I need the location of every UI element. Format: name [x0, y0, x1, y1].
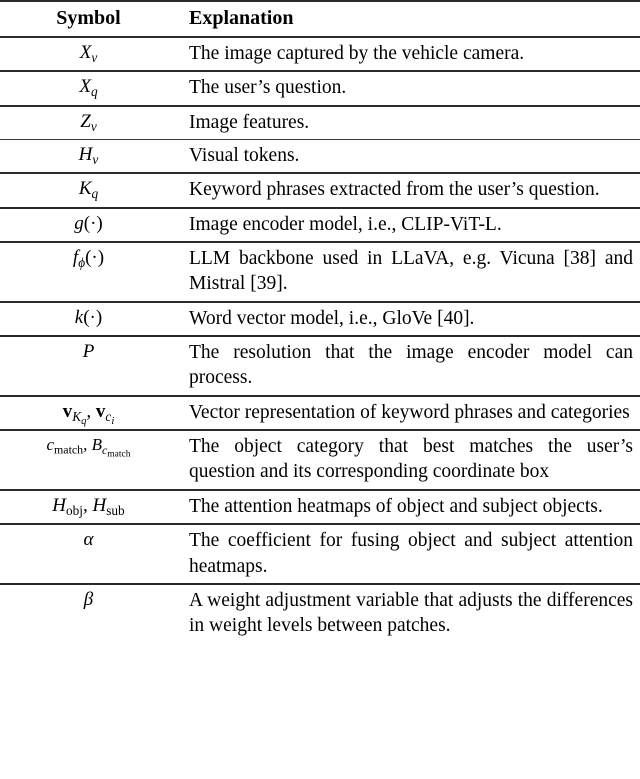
- symbol-xv: $X_v$: [79, 42, 98, 65]
- explanation-cell-beta: [177, 584, 640, 643]
- explanation-beta: A weight adjustment variable that adjusts the differences in weight levels between patches.: [189, 589, 633, 637]
- table-row: [0, 37, 640, 71]
- table-row: [0, 336, 640, 396]
- symbol-alpha: α: [83, 529, 94, 551]
- header-cell-symbol: [0, 1, 177, 37]
- explanation-xv: The image captured by the vehicle camera.: [189, 43, 525, 64]
- table-row: [0, 490, 640, 524]
- header-label-explanation: Explanation: [189, 7, 294, 29]
- symbol-fphi: $f_\phi(\cdot)$: [72, 247, 105, 271]
- symbol-beta: β: [83, 588, 94, 610]
- symbol-cell-alpha: [0, 524, 177, 584]
- symbol-zv: $Z_v$: [80, 110, 97, 134]
- symbol-heatmaps: $H_{obj}$, $H_{sub}$: [52, 494, 125, 518]
- explanation-cell-zv: [177, 106, 640, 140]
- symbol-cell-hv: [0, 140, 177, 174]
- explanation-heatmaps: The attention heatmaps of object and subject objects.: [189, 495, 603, 517]
- symbol-vectors: $v_{K_q}$, $v_{c_i}$: [62, 400, 115, 427]
- explanation-kq: Keyword phrases extracted from the user’s question.: [189, 179, 600, 201]
- symbol-cell-vectors: [0, 396, 177, 430]
- table-row: [0, 396, 640, 430]
- table-row: [0, 208, 640, 242]
- table-row: [0, 173, 640, 207]
- symbol-cell-xq: [0, 71, 177, 105]
- symbol-g: g(·): [74, 212, 103, 234]
- symbol-hv: $H_v$: [78, 144, 99, 168]
- explanation-cmatch: The object category that best matches the user’s question and its corresponding coordinate box: [189, 436, 633, 483]
- explanation-alpha: The coefficient for fusing object and subject attention heatmaps.: [189, 530, 633, 577]
- explanation-xq: The user’s question.: [189, 77, 347, 99]
- explanation-cell-k: [177, 302, 640, 336]
- symbol-cell-zv: [0, 106, 177, 140]
- symbol-cell-cmatch: [0, 430, 177, 490]
- table-row: [0, 584, 640, 643]
- table-row: [0, 140, 640, 174]
- explanation-k: Word vector model, i.e., GloVe [40].: [189, 307, 475, 329]
- explanation-fphi: LLM backbone used in LLaVA, e.g. Vicuna [38] and Mistral [39].: [189, 248, 633, 295]
- explanation-cell-xq: [177, 71, 640, 105]
- explanation-cell-hv: [177, 140, 640, 174]
- symbol-cell-xv: [0, 37, 177, 71]
- symbol-cell-beta: [0, 584, 177, 643]
- explanation-cell-vectors: [177, 396, 640, 430]
- explanation-cell-p: [177, 336, 640, 396]
- symbol-cell-fphi: [0, 242, 177, 302]
- explanation-hv: Visual tokens.: [189, 145, 300, 167]
- symbol-p: P: [82, 341, 95, 363]
- symbol-cell-heatmaps: [0, 490, 177, 524]
- symbol-cell-g: [0, 208, 177, 242]
- explanation-g: Image encoder model, i.e., CLIP-ViT-L.: [189, 213, 502, 235]
- table-row: [0, 302, 640, 336]
- symbol-k: k(·): [74, 306, 103, 328]
- table-row: [0, 106, 640, 140]
- table-header-row: [0, 1, 640, 37]
- explanation-cell-kq: [177, 173, 640, 207]
- symbol-cell-p: [0, 336, 177, 396]
- symbol-xq: $X_q$: [79, 76, 98, 100]
- symbol-cell-k: [0, 302, 177, 336]
- table-row: [0, 430, 640, 490]
- table-row: [0, 71, 640, 105]
- header-cell-explanation: [177, 1, 640, 37]
- explanation-cell-cmatch: [177, 430, 640, 490]
- explanation-cell-fphi: [177, 242, 640, 302]
- explanation-zv: Image features.: [189, 111, 310, 133]
- explanation-cell-alpha: [177, 524, 640, 584]
- symbol-cmatch: $c_{match}$, $B_{c_{match}}$: [46, 435, 131, 460]
- explanation-cell-heatmaps: [177, 490, 640, 524]
- header-label-symbol: Symbol: [56, 7, 121, 29]
- explanation-cell-g: [177, 208, 640, 242]
- symbol-cell-kq: [0, 173, 177, 207]
- explanation-p: The resolution that the image encoder model can process.: [189, 342, 633, 389]
- explanation-cell-xv: [177, 37, 640, 71]
- explanation-vectors: Vector representation of keyword phrases and categories: [189, 401, 630, 423]
- symbol-kq: $K_q$: [78, 178, 99, 202]
- table-row: [0, 524, 640, 584]
- table-row: [0, 242, 640, 302]
